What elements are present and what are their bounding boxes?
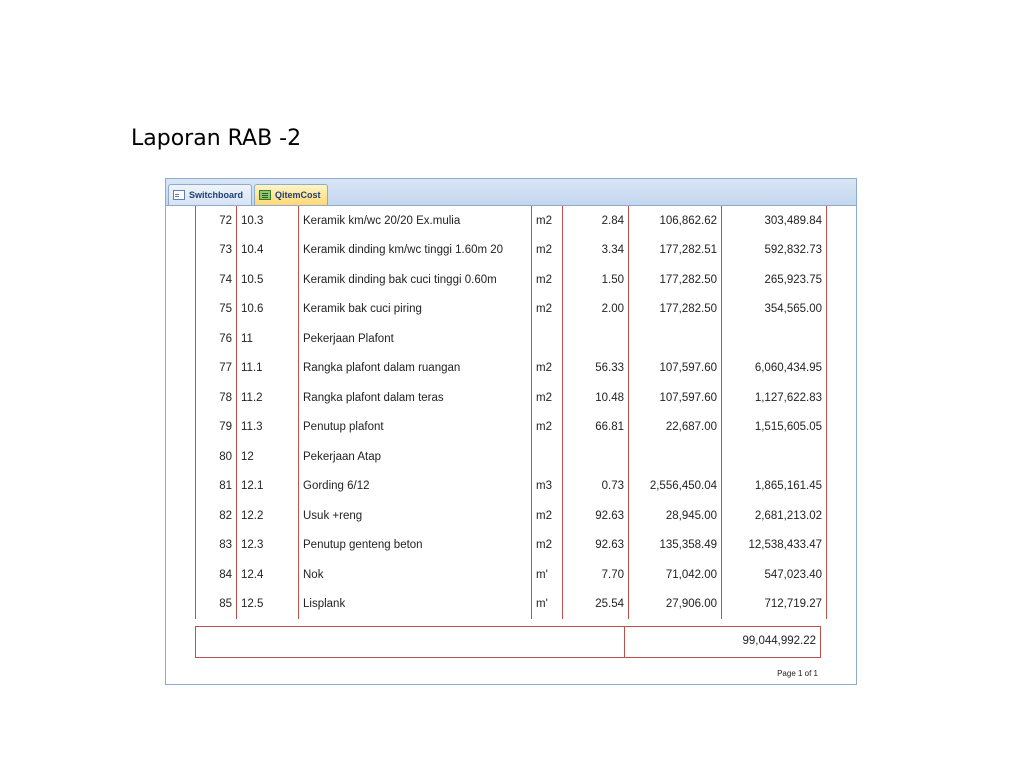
item-description-cell: Nok [299,560,532,590]
unit-cell: m2 [532,531,563,561]
amount-cell: 547,023.40 [722,560,827,590]
amount-cell: 265,923.75 [722,265,827,295]
volume-cell: 3.34 [563,236,629,266]
item-code-cell: 10.3 [237,206,299,236]
row-number-cell: 82 [196,501,237,531]
tab-switchboard-label: Switchboard [189,190,244,200]
unit-price-cell: 27,906.00 [629,590,722,620]
row-number-cell: 73 [196,236,237,266]
unit-cell: m2 [532,413,563,443]
table-row [196,206,827,236]
unit-cell: m2 [532,265,563,295]
amount-cell: 1,515,605.05 [722,413,827,443]
item-description-cell: Penutup genteng beton [299,531,532,561]
query-icon [259,190,271,200]
rab-table [195,206,827,619]
unit-cell: m2 [532,295,563,325]
item-code-cell: 12 [237,442,299,472]
unit-price-cell: 107,597.60 [629,383,722,413]
tab-qitemcost-label: QitemCost [275,190,321,200]
table-row [196,236,827,266]
item-code-cell: 12.4 [237,560,299,590]
item-code-cell: 12.2 [237,501,299,531]
table-row [196,383,827,413]
item-code-cell: 11.3 [237,413,299,443]
table-row [196,265,827,295]
amount-cell: 592,832.73 [722,236,827,266]
volume-cell: 7.70 [563,560,629,590]
total-row [195,626,821,658]
item-code-cell: 12.3 [237,531,299,561]
row-number-cell: 81 [196,472,237,502]
item-description-cell: Usuk +reng [299,501,532,531]
volume-cell: 10.48 [563,383,629,413]
unit-cell: m' [532,560,563,590]
volume-cell [563,324,629,354]
amount-cell: 1,127,622.83 [722,383,827,413]
amount-cell: 2,681,213.02 [722,501,827,531]
item-description-cell: Pekerjaan Plafont [299,324,532,354]
table-row [196,472,827,502]
item-code-cell: 12.1 [237,472,299,502]
volume-cell: 56.33 [563,354,629,384]
table-row [196,501,827,531]
unit-price-cell [629,324,722,354]
unit-cell: m2 [532,236,563,266]
volume-cell: 2.00 [563,295,629,325]
row-number-cell: 84 [196,560,237,590]
item-code-cell: 10.5 [237,265,299,295]
volume-cell: 2.84 [563,206,629,236]
unit-price-cell: 106,862.62 [629,206,722,236]
row-number-cell: 80 [196,442,237,472]
row-number-cell: 83 [196,531,237,561]
item-code-cell: 11.1 [237,354,299,384]
unit-price-cell: 135,358.49 [629,531,722,561]
unit-cell: m2 [532,383,563,413]
tab-switchboard[interactable] [168,184,252,205]
volume-cell: 92.63 [563,531,629,561]
volume-cell: 66.81 [563,413,629,443]
row-number-cell: 77 [196,354,237,384]
unit-cell: m3 [532,472,563,502]
item-code-cell: 11.2 [237,383,299,413]
volume-cell: 0.73 [563,472,629,502]
item-description-cell: Keramik dinding bak cuci tinggi 0.60m [299,265,532,295]
unit-price-cell: 2,556,450.04 [629,472,722,502]
amount-cell: 6,060,434.95 [722,354,827,384]
unit-price-cell [629,442,722,472]
item-description-cell: Pekerjaan Atap [299,442,532,472]
amount-cell: 712,719.27 [722,590,827,620]
unit-cell: m2 [532,354,563,384]
table-row [196,295,827,325]
item-description-cell: Lisplank [299,590,532,620]
amount-cell: 354,565.00 [722,295,827,325]
item-code-cell: 10.6 [237,295,299,325]
item-description-cell: Keramik bak cuci piring [299,295,532,325]
tab-qitemcost[interactable] [254,184,328,205]
unit-cell: m2 [532,501,563,531]
item-description-cell: Rangka plafont dalam ruangan [299,354,532,384]
volume-cell: 25.54 [563,590,629,620]
row-number-cell: 74 [196,265,237,295]
report-body [195,206,821,659]
row-number-cell: 85 [196,590,237,620]
table-row [196,560,827,590]
amount-cell: 303,489.84 [722,206,827,236]
volume-cell: 92.63 [563,501,629,531]
total-separator [624,627,625,657]
unit-price-cell: 177,282.50 [629,295,722,325]
unit-price-cell: 177,282.50 [629,265,722,295]
row-number-cell: 79 [196,413,237,443]
table-row [196,413,827,443]
unit-cell: m' [532,590,563,620]
amount-cell [722,442,827,472]
row-number-cell: 76 [196,324,237,354]
row-number-cell: 72 [196,206,237,236]
unit-price-cell: 28,945.00 [629,501,722,531]
slide-title: Laporan RAB -2 [131,126,302,151]
table-row [196,590,827,620]
item-description-cell: Gording 6/12 [299,472,532,502]
amount-cell: 1,865,161.45 [722,472,827,502]
item-description-cell: Keramik dinding km/wc tinggi 1.60m 20 [299,236,532,266]
grand-total: 99,044,992.22 [742,635,816,647]
row-number-cell: 75 [196,295,237,325]
page-indicator: Page 1 of 1 [777,669,818,678]
item-description-cell: Penutup plafont [299,413,532,443]
access-report-window [165,178,857,685]
item-code-cell: 12.5 [237,590,299,620]
amount-cell: 12,538,433.47 [722,531,827,561]
table-row [196,354,827,384]
unit-price-cell: 107,597.60 [629,354,722,384]
table-row [196,531,827,561]
unit-price-cell: 22,687.00 [629,413,722,443]
item-code-cell: 11 [237,324,299,354]
table-row [196,324,827,354]
item-description-cell: Keramik km/wc 20/20 Ex.mulia [299,206,532,236]
table-row [196,442,827,472]
unit-cell [532,442,563,472]
unit-cell: m2 [532,206,563,236]
unit-price-cell: 177,282.51 [629,236,722,266]
item-description-cell: Rangka plafont dalam teras [299,383,532,413]
volume-cell: 1.50 [563,265,629,295]
volume-cell [563,442,629,472]
unit-cell [532,324,563,354]
item-code-cell: 10.4 [237,236,299,266]
document-tab-bar [166,179,856,206]
row-number-cell: 78 [196,383,237,413]
unit-price-cell: 71,042.00 [629,560,722,590]
form-icon [173,190,185,200]
amount-cell [722,324,827,354]
